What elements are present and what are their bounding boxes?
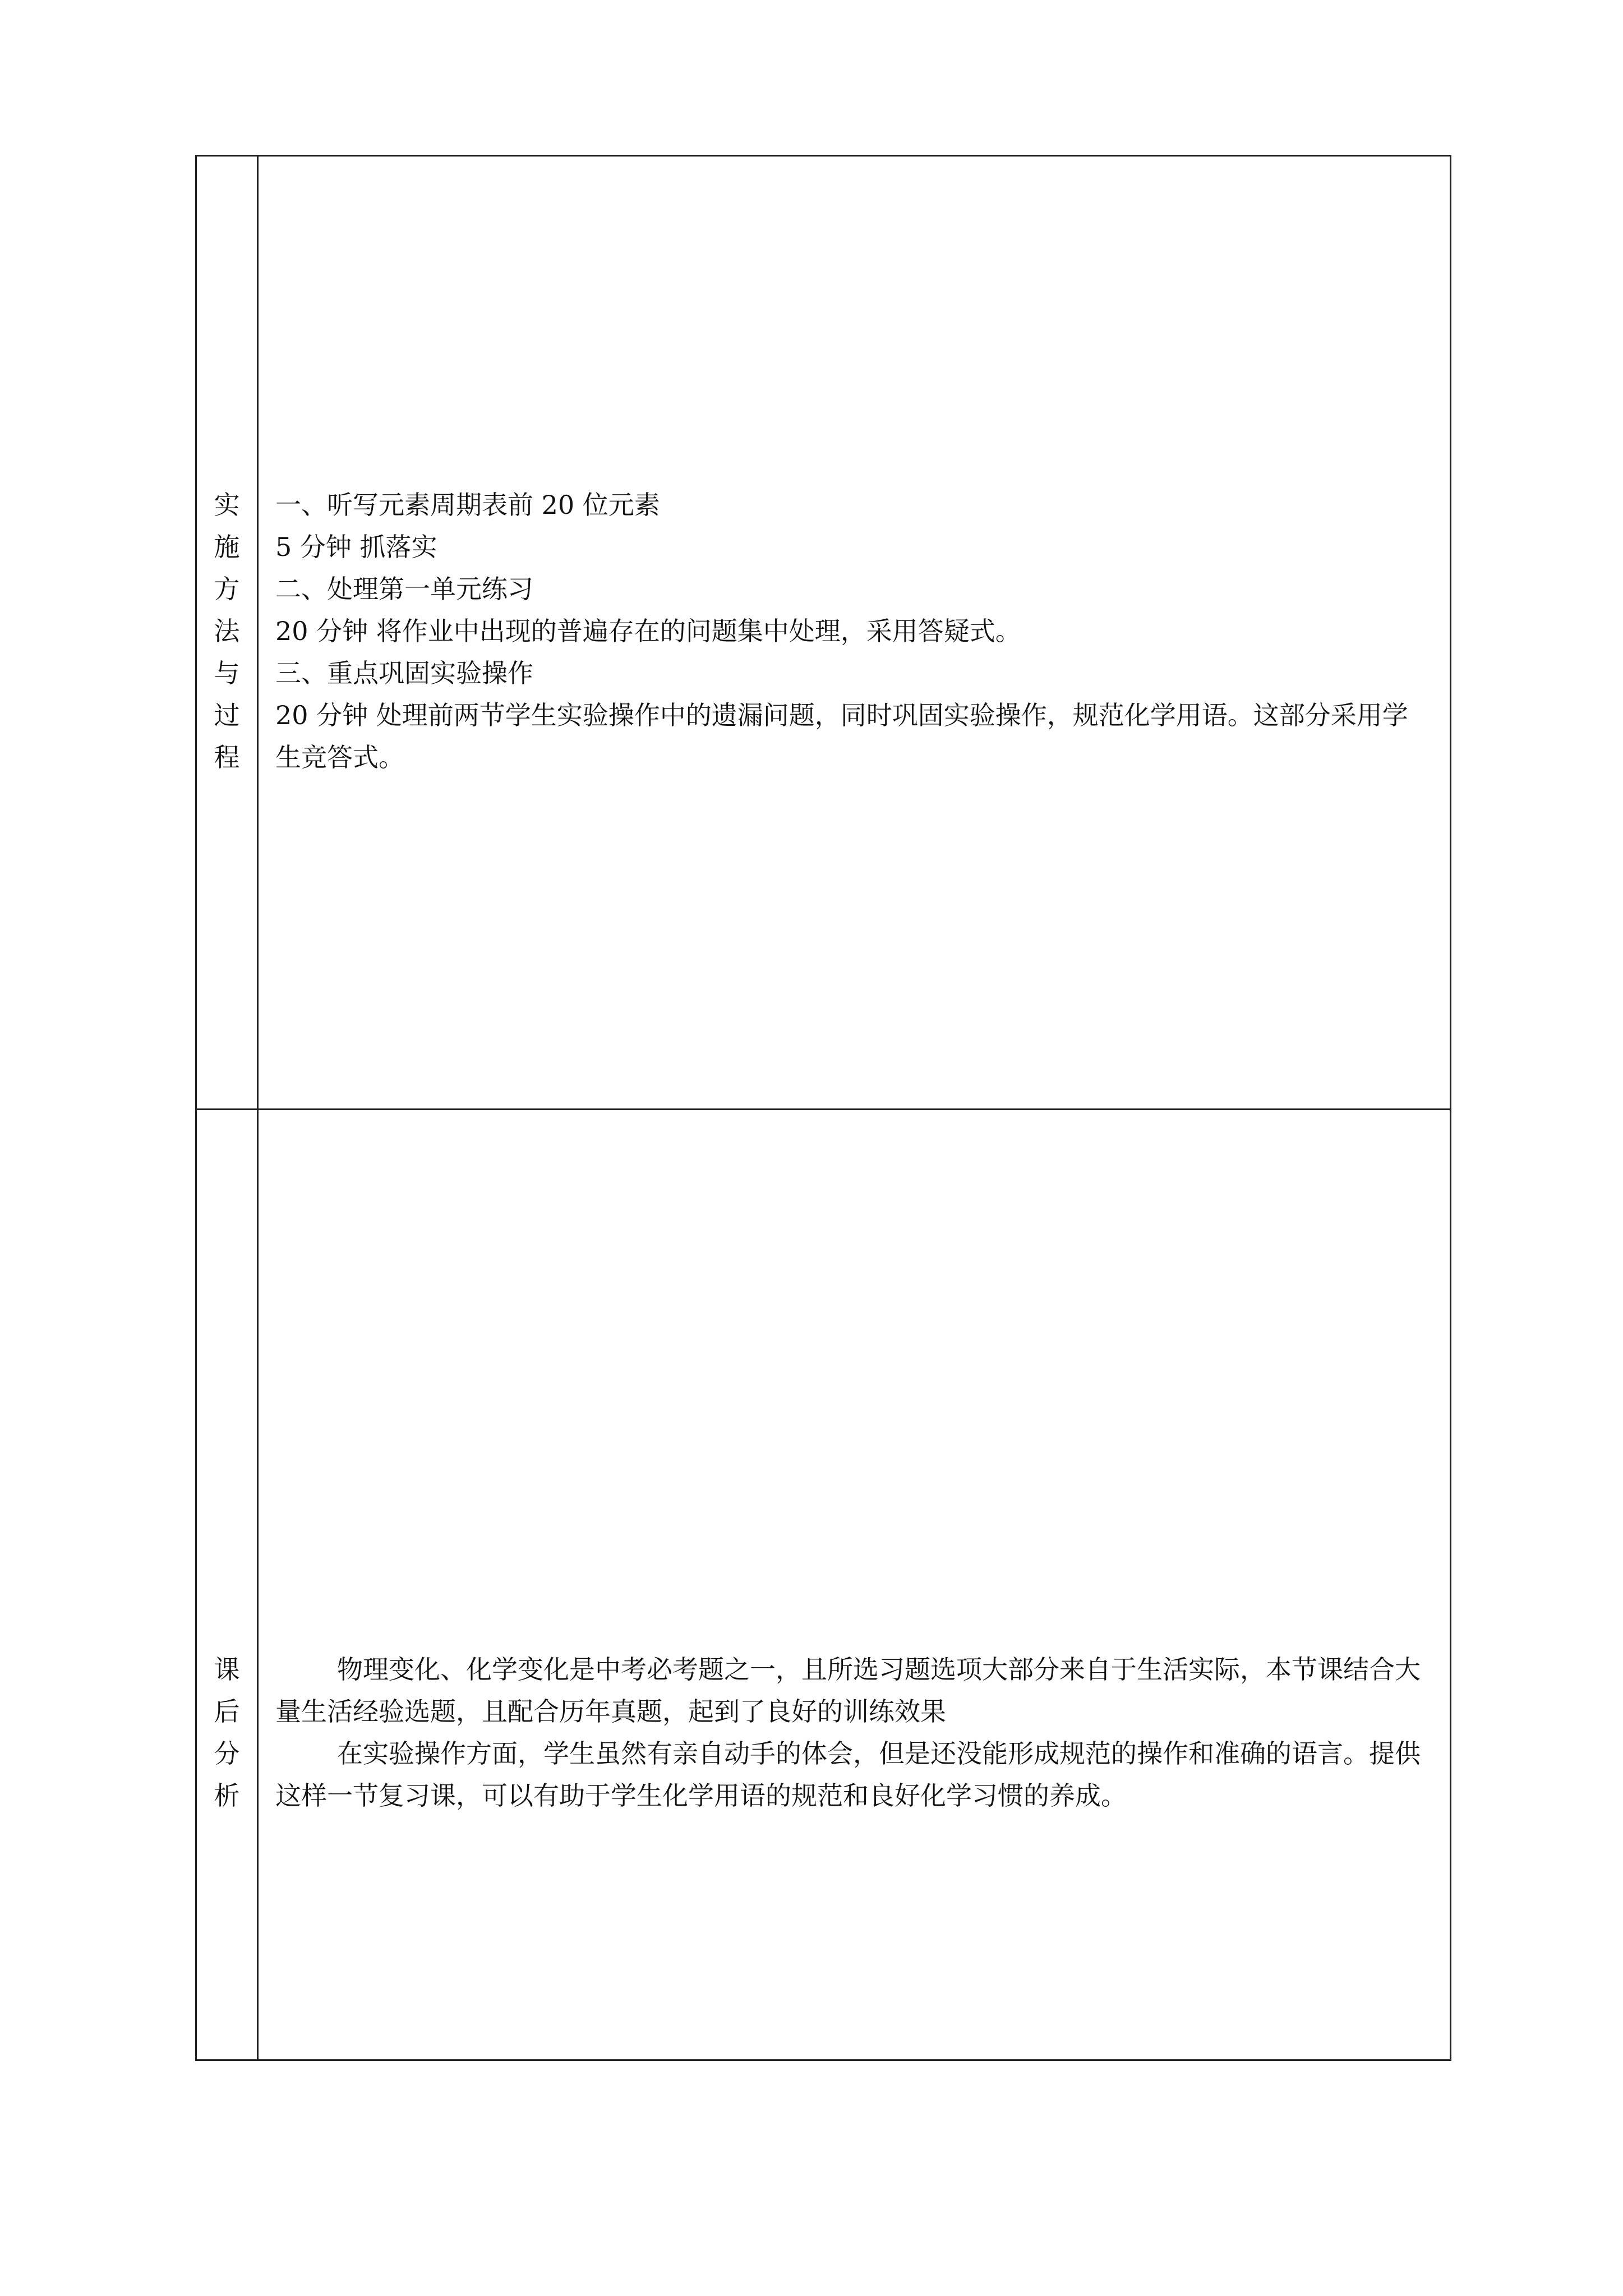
section-label-analysis xyxy=(197,1649,257,1817)
label-char: 后 xyxy=(214,1696,240,1727)
label-char: 与 xyxy=(214,658,240,688)
step-heading-1: 一、听写元素周期表前 20 位元素 xyxy=(275,490,660,520)
step-detail-2: 20 分钟 将作业中出现的普遍存在的问题集中处理，采用答疑式。 xyxy=(275,616,1021,646)
label-char: 程 xyxy=(214,742,240,772)
section-label-implementation xyxy=(197,484,257,779)
analysis-paragraph-2: 在实验操作方面，学生虽然有亲自动手的体会，但是还没能形成规范的操作和准确的语言。提供这样一节复习课，可以有助于学生化学用语的规范和良好化学习惯的养成。 xyxy=(275,1738,1421,1811)
label-char: 施 xyxy=(214,532,240,562)
analysis-paragraph-1: 物理变化、化学变化是中考必考题之一，且所选习题选项大部分来自于生活实际，本节课结合大量生活经验选题，且配合历年真题，起到了良好的训练效果 xyxy=(275,1654,1421,1727)
label-char: 过 xyxy=(214,700,240,730)
analysis-text xyxy=(275,1649,1433,1817)
section-label-cell xyxy=(197,157,259,1108)
step-heading-2: 二、处理第一单元练习 xyxy=(275,574,533,604)
section-content-cell xyxy=(259,157,1450,1108)
step-heading-3: 三、重点巩固实验操作 xyxy=(275,658,533,688)
step-detail-3: 20 分钟 处理前两节学生实验操作中的遗漏问题，同时巩固实验操作，规范化学用语。这部分采用学生竞答式。 xyxy=(275,700,1408,772)
label-char: 析 xyxy=(214,1780,240,1811)
step-detail-1: 5 分钟 抓落实 xyxy=(275,532,437,562)
label-char: 实 xyxy=(214,490,240,520)
lesson-table xyxy=(195,155,1451,2061)
label-char: 方 xyxy=(214,574,240,604)
label-char: 分 xyxy=(214,1738,240,1769)
label-char: 课 xyxy=(214,1654,240,1685)
table-row-implementation xyxy=(197,157,1450,1110)
implementation-text xyxy=(275,484,1433,779)
section-content-cell xyxy=(259,1110,1450,2061)
table-row-analysis xyxy=(197,1110,1450,2061)
section-label-cell xyxy=(197,1110,259,2061)
label-char: 法 xyxy=(214,616,240,646)
